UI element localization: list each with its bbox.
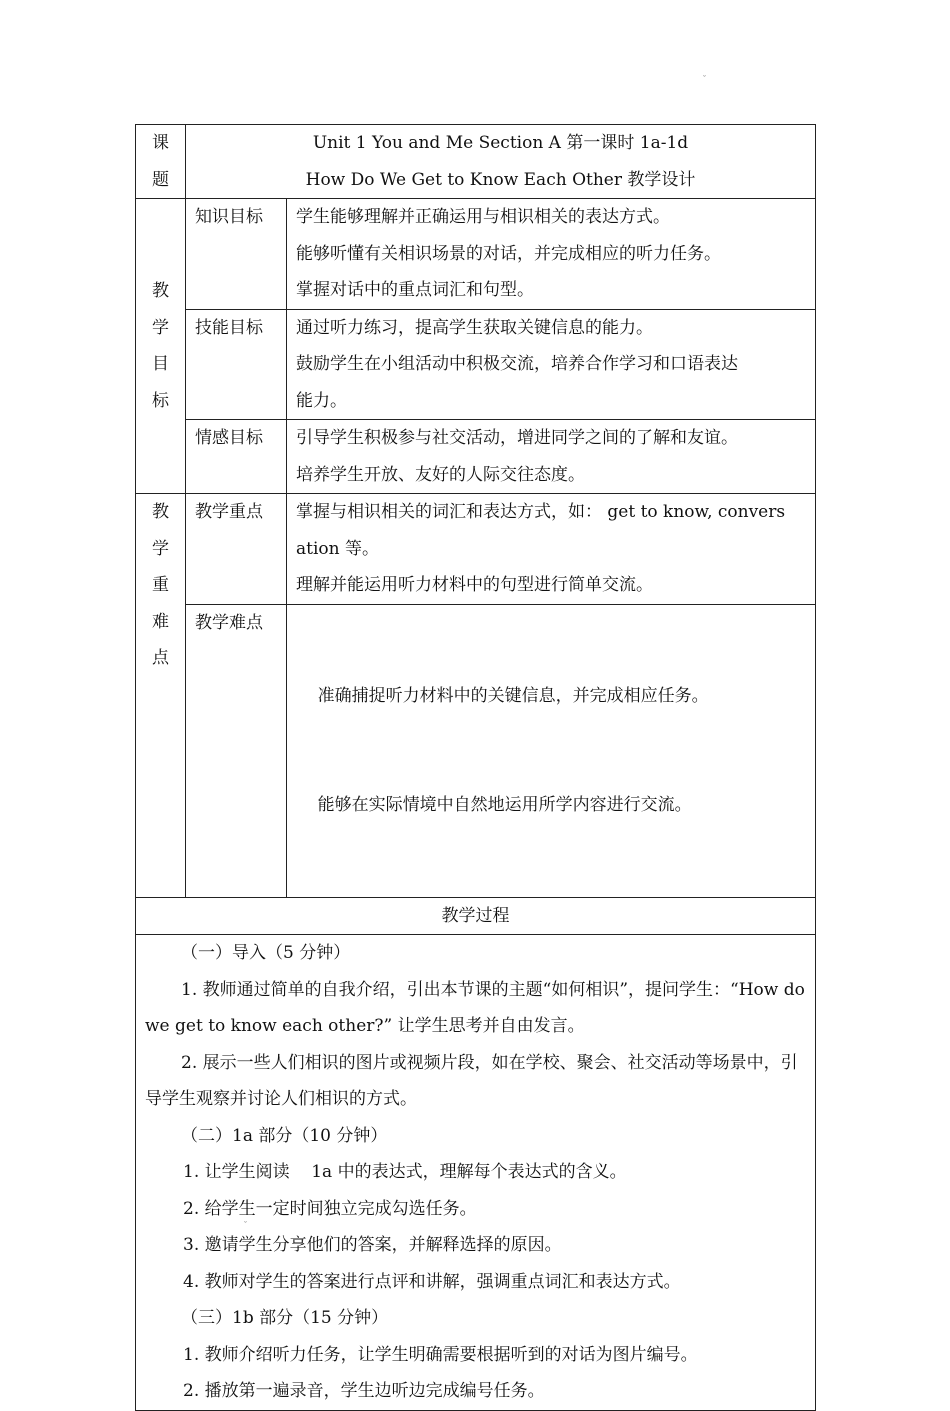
objectives-label: 教 学 目 标 [136,199,186,494]
process-content-row [136,935,816,1411]
teaching-focus-content: 掌握与相识相关的词汇和表达方式，如： get to know, convers ation 等。 理解并能运用听力材料中的句型进行简单交流。 [287,494,816,605]
header-mark: ˇ [703,74,706,84]
skill-goal-content: 通过听力练习，提高学生获取关键信息的能力。 鼓励学生在小组活动中积极交流，培养合作学习和口语表达 能力。 [287,309,816,420]
knowledge-goal-content: 学生能够理解并正确运用与相识相关的表达方式。 能够听懂有关相识场景的对话，并完成相应的听力任务。 掌握对话中的重点词汇和句型。 [287,199,816,310]
process-section-title: （三）1b 部分（15 分钟） [181,1308,389,1328]
process-section-title: （二）1a 部分（10 分钟） [181,1125,388,1146]
knowledge-goal-label: 知识目标 [186,199,287,310]
skill-goal-label: 技能目标 [186,309,287,420]
teaching-focus-label: 教学重点 [186,494,287,605]
topic-label: 课 题 [136,125,186,199]
skill-goal-row [136,309,816,420]
key-points-label: 教 学 重 难 点 [136,494,186,898]
emotion-goal-row [136,420,816,494]
teaching-difficulty-content: 准确捕捉听力材料中的关键信息，并完成相应任务。 能够在实际情境中自然地运用所学内容进行交流。 [287,604,816,897]
lesson-title [186,125,816,199]
process-step: 2. 给学生一定时间独立完成勾选任务。 [183,1198,477,1219]
process-step: 4. 教师对学生的答案进行点评和讲解，强调重点词汇和表达方式。 [183,1271,681,1292]
process-step: 2. 展示一些人们相识的图片或视频片段，如在学校、聚会、社交活动等场景中，引导学生观察并讨论人们相识的方式。 [145,1052,798,1109]
topic-row [136,125,816,199]
process-header: 教学过程 [136,897,816,935]
teaching-focus-row [136,494,816,605]
emotion-goal-content: 引导学生积极参与社交活动，增进同学之间的了解和友谊。 培养学生开放、友好的人际交往态度。 [287,420,816,494]
process-content [136,935,816,1411]
lesson-title-line2: How Do We Get to Know Each Other 教学设计 [305,169,696,190]
process-section-title: （一）导入（5 分钟） [181,943,351,963]
process-step: 2. 播放第一遍录音，学生边听边完成编号任务。 [183,1381,545,1401]
process-step: 3. 邀请学生分享他们的答案，并解释选择的原因。 [183,1235,562,1255]
footer-mark: ˇ [244,1220,247,1230]
lesson-plan-table [135,124,816,1411]
process-step: 1. 教师通过简单的自我介绍，引出本节课的主题“如何相识”，提问学生：“How do we get to know each other?” 让学生思考并自由发言。 [145,979,805,1036]
process-step: 1. 让学生阅读 1a 中的表达式，理解每个表达式的含义。 [183,1162,627,1182]
knowledge-goal-row [136,199,816,310]
process-step: 1. 教师介绍听力任务，让学生明确需要根据听到的对话为图片编号。 [183,1344,698,1365]
process-header-row [136,897,816,935]
teaching-difficulty-row [136,604,816,897]
teaching-difficulty-label: 教学难点 [186,604,287,897]
lesson-title-line1: Unit 1 You and Me Section A 第一课时 1a-1d [312,133,689,153]
emotion-goal-label: 情感目标 [186,420,287,494]
